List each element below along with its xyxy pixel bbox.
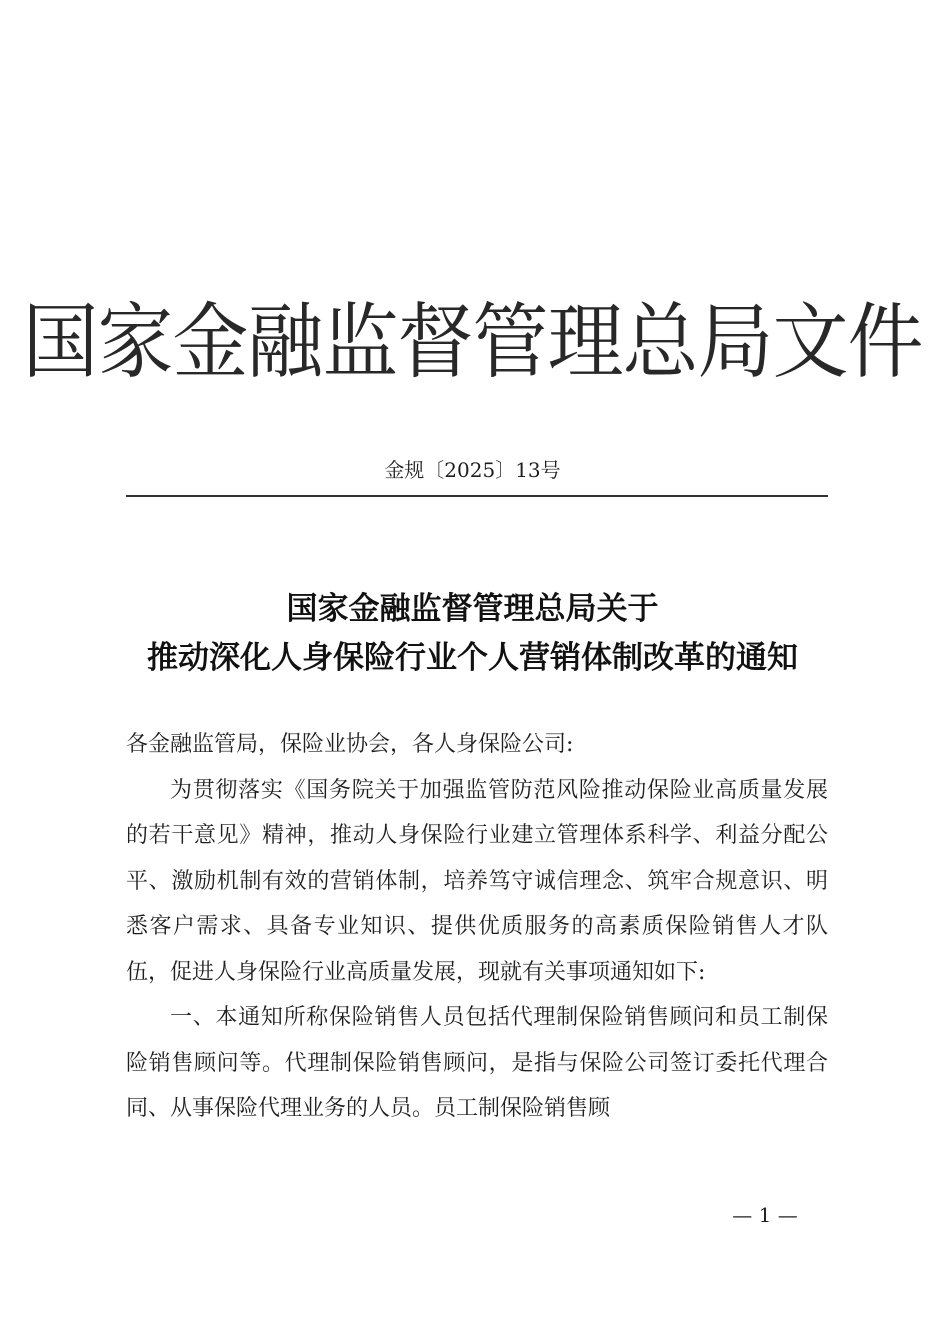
notice-title-line-2: 推动深化人身保险行业个人营销体制改革的通知 [147, 640, 798, 676]
body-paragraph-1: 为贯彻落实《国务院关于加强监管防范风险推动保险业高质量发展的若干意见》精神，推动人身保险行业建立管理体系科学、利益分配公平、激励机制有效的营销体制，培养笃守诚信理念、筑牢合规意识、明悉客户需求、具备专业知识、提供优质服务的高素质保险销售人才队伍，促进人身保险行业高质量发展，现就有关事项通知如下: [126, 777, 828, 985]
document-number: 金规〔2025〕13号 [384, 458, 561, 482]
page-number: — 1 — [732, 1203, 798, 1227]
salutation: 各金融监管局，保险业协会，各人身保险公司: [126, 732, 574, 757]
notice-title-line-1: 国家金融监督管理总局关于 [286, 591, 659, 627]
notice-body [126, 722, 828, 1132]
masthead-title: 国家金融监督管理总局文件 [22, 293, 923, 390]
header-divider [126, 495, 828, 497]
body-paragraph-2: 一、本通知所称保险销售人员包括代理制保险销售顾问和员工制保险销售顾问等。代理制保险销售顾问，是指与保险公司签订委托代理合同、从事保险代理业务的人员。员工制保险销售顾 [126, 1005, 828, 1121]
